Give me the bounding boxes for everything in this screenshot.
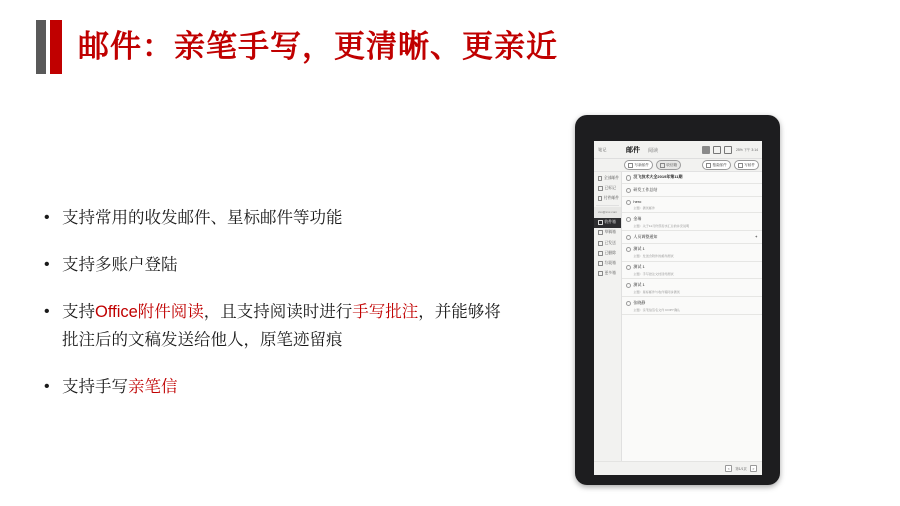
select-checkbox[interactable] — [626, 217, 631, 222]
list-item[interactable] — [622, 262, 762, 280]
sent-icon — [598, 241, 603, 246]
list-item[interactable] — [622, 279, 762, 297]
sidebar-item-drafts[interactable] — [594, 228, 621, 238]
sidebar-divider — [596, 205, 619, 206]
select-checkbox[interactable] — [626, 200, 631, 205]
trash-icon — [598, 251, 603, 256]
attach-icon — [598, 196, 602, 201]
mail-subject: 人员调整通知 — [633, 233, 658, 239]
bullet-segment-highlight: 亲笔信 — [128, 377, 178, 396]
mail-preview: 主题：发送含附件的邮件测试 — [633, 253, 674, 258]
page-title: 邮件：亲笔手写，更清晰、更亲近 — [78, 29, 558, 64]
bullet-segment: 支持 — [62, 303, 95, 322]
star-icon — [598, 186, 603, 191]
sidebar-item-all-mail[interactable] — [594, 173, 621, 183]
bullet-segment-highlight: Office附件阅读 — [95, 303, 204, 322]
button-label: 写邮件 — [744, 162, 755, 167]
list-item — [44, 205, 514, 232]
spam-icon — [598, 261, 603, 266]
mail-subject: 汉飞技术大全2019年第11期 — [633, 174, 683, 180]
button-label: 收信箱 — [666, 162, 678, 167]
sidebar-item-deleted[interactable] — [594, 248, 621, 258]
title-accent-bar-red — [50, 20, 62, 74]
select-checkbox[interactable] — [626, 235, 631, 240]
statusbar-icons — [702, 146, 758, 154]
bullet-marker: • — [44, 209, 50, 226]
mail-preview: 主题：测试邮件 — [633, 205, 656, 210]
window-icon[interactable] — [713, 146, 721, 154]
sidebar-item-label: xxx@xxx.com — [598, 210, 618, 215]
list-item[interactable] — [622, 213, 762, 231]
grid-icon[interactable] — [702, 146, 710, 154]
bullet-text — [62, 252, 514, 279]
sidebar-item-spam[interactable] — [594, 258, 621, 268]
inbox-icon — [598, 220, 603, 225]
search-mail-button[interactable] — [702, 160, 731, 170]
select-checkbox[interactable] — [626, 283, 631, 288]
write-mail-button[interactable] — [734, 160, 759, 170]
list-item — [44, 299, 514, 353]
sidebar-item-inbox[interactable] — [594, 218, 621, 228]
sidebar-item-label: 垃圾箱 — [604, 260, 616, 265]
sidebar-item-label: 已发送 — [604, 240, 616, 245]
tablet-screen — [594, 141, 762, 471]
title-accent-bar-gray — [36, 20, 46, 74]
bullet-list — [44, 205, 514, 421]
mail-subject: 张晓静 — [633, 299, 646, 305]
select-checkbox[interactable] — [626, 175, 631, 180]
sidebar-item-more[interactable] — [594, 269, 621, 279]
sidebar-item-label: 已删除 — [604, 250, 616, 255]
mail-subject: 测试 1 — [633, 281, 645, 287]
slide-title-block — [36, 20, 558, 74]
list-item — [44, 374, 514, 401]
battery-status: 25% 下午 3:14 — [735, 148, 758, 152]
list-item — [44, 252, 514, 279]
button-label: 写新邮件 — [634, 162, 649, 167]
bullet-marker: • — [44, 377, 50, 395]
sidebar-item-starred[interactable] — [594, 183, 621, 193]
folder-icon — [598, 271, 603, 276]
sidebar-item-sent[interactable] — [594, 238, 621, 248]
device-mockup — [565, 110, 815, 490]
list-item[interactable] — [622, 184, 762, 196]
draft-icon — [598, 230, 603, 235]
bullet-marker: • — [44, 256, 50, 274]
list-item[interactable] — [622, 172, 762, 184]
select-checkbox[interactable] — [626, 247, 631, 252]
bullet-segment: ，并能够将批注后的文稿发送给他人，原笔迹留痕 — [62, 303, 501, 349]
inbox-filter-button[interactable] — [656, 160, 681, 170]
mail-preview: 主题：亲笔信签名文件 COPY确认 — [633, 307, 681, 312]
select-checkbox[interactable] — [626, 301, 631, 306]
gear-icon[interactable] — [724, 146, 732, 154]
select-checkbox[interactable] — [626, 188, 631, 193]
screen-toolbar — [594, 159, 762, 172]
list-item[interactable] — [622, 297, 762, 315]
screen-main — [594, 172, 762, 461]
sidebar-item-label: 草稿箱 — [604, 230, 616, 235]
page-indicator: 第1/1页 — [735, 467, 747, 471]
bullet-text — [62, 299, 514, 353]
mail-preview: 主题：关于11月份部需求汇总的补充说明 — [633, 223, 690, 228]
mail-subject: hero — [633, 198, 642, 204]
list-item[interactable] — [622, 197, 762, 214]
mail-icon — [598, 176, 602, 181]
bullet-segment: 支持手写 — [62, 377, 128, 396]
button-label: 搜索邮件 — [712, 162, 727, 167]
sidebar-item-label: 已标记 — [604, 185, 616, 190]
screen-tabs — [626, 145, 658, 155]
screen-sidebar — [594, 172, 622, 461]
bullet-segment: 支持常用的收发邮件、星标邮件等功能 — [62, 209, 343, 227]
inbox-icon — [660, 163, 665, 168]
sidebar-item-label: 收件箱 — [604, 220, 616, 225]
sidebar-item-label: 付件邮件 — [603, 195, 619, 200]
bullet-text — [62, 205, 514, 232]
tablet-body — [575, 115, 780, 485]
mail-preview: 主题：星标邮件与收件箱同步测试 — [633, 289, 680, 294]
compose-new-mail-button[interactable] — [624, 160, 653, 170]
select-checkbox[interactable] — [626, 265, 631, 270]
bullet-segment: ，且支持阅读时进行 — [203, 303, 353, 322]
sidebar-item-label: 更多箱 — [604, 271, 616, 276]
prev-page-button[interactable]: < — [725, 465, 732, 473]
star-icon[interactable]: ✦ — [754, 233, 758, 239]
tab-mail[interactable]: 邮件 — [626, 146, 640, 154]
mail-subject: 研发工作总结 — [633, 186, 658, 192]
list-item[interactable] — [622, 231, 762, 243]
next-page-button[interactable]: > — [750, 465, 757, 473]
mail-list[interactable] — [622, 172, 762, 461]
pencil-icon — [628, 163, 633, 168]
sidebar-item-label: 全部邮件 — [603, 175, 619, 180]
compose-icon — [738, 163, 743, 168]
bullet-segment: 支持多账户登陆 — [62, 256, 178, 275]
bullet-marker: • — [44, 303, 50, 321]
tab-read[interactable]: 阅读 — [648, 147, 659, 154]
screen-statusbar — [594, 141, 762, 159]
screen-pager — [594, 461, 762, 475]
bullet-segment-highlight: 手写批注 — [352, 303, 419, 322]
search-icon — [706, 163, 711, 168]
sidebar-item-account[interactable] — [594, 207, 621, 218]
list-item[interactable] — [622, 244, 762, 262]
mail-preview: 主题：手写批注文档回传测试 — [633, 271, 674, 276]
mail-subject: 测试 1 — [633, 245, 645, 251]
bullet-text — [62, 374, 514, 401]
mail-subject: 测试 1 — [633, 263, 645, 269]
statusbar-left-label[interactable]: 笔记 — [598, 146, 607, 152]
mail-subject: 金瑞 — [633, 215, 642, 221]
sidebar-item-attachments[interactable] — [594, 193, 621, 203]
